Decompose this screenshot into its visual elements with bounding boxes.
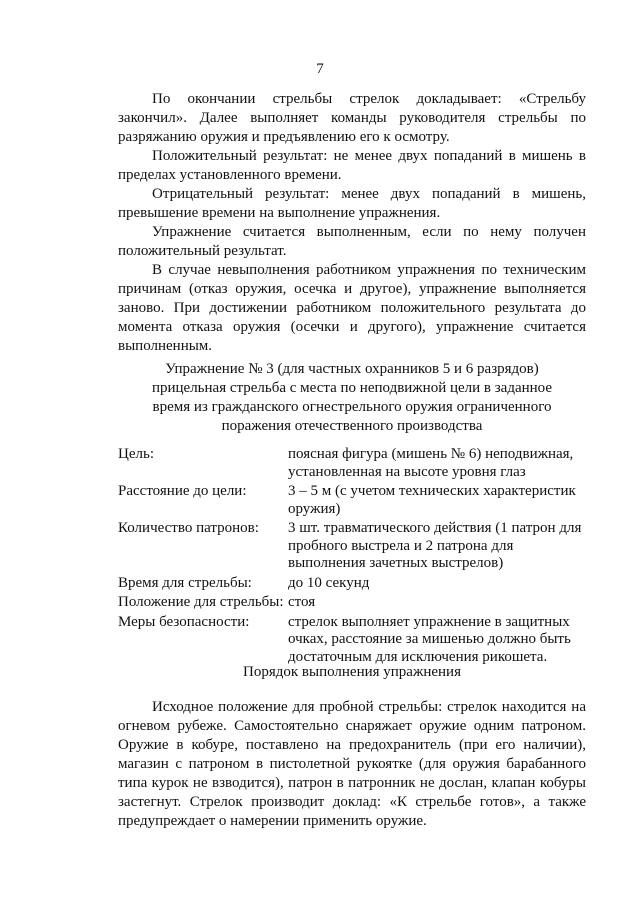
exercise-title-line: Упражнение № 3 (для частных охранников 5 и 6 разрядов) [165,361,539,377]
param-row-safety [118,614,588,667]
exercise-title-line: время из гражданского огнестрельного оружия ограниченного [152,399,552,415]
page-number: 7 [316,61,324,77]
param-row-cartridges [118,520,588,573]
exercise-title-line: поражения отечественного производства [221,418,483,434]
param-value: стоя [288,594,316,610]
paragraph-shooting-end: По окончании стрельбы стрелок докладывает: «Стрельбу закончил». Далее выполняет команды руководителя стрельбы по разряжанию оружия и предъявлению его к осмотру. [118,91,586,145]
param-label: Цель: [118,446,154,462]
bottom-text-block [118,698,586,831]
section-heading: Порядок выполнения упражнения [243,664,461,680]
param-value: поясная фигура (мишень № 6) неподвижная, установленная на высоте уровня глаз [288,446,574,480]
top-text-block [118,90,586,356]
param-label: Расстояние до цели: [118,483,247,499]
param-row-distance [118,483,588,518]
paragraph-positive-result: Положительный результат: не менее двух попаданий в мишень в пределах установленного времени. [118,148,586,183]
exercise-title [118,360,586,436]
param-value: стрелок выполняет упражнение в защитных очках, расстояние за мишенью должно быть достаточным для исключения рикошета. [288,613,571,665]
exercise-title-line: прицельная стрельба с места по неподвижной цели в заданное [151,380,553,396]
param-label: Время для стрельбы: [118,574,252,591]
param-label: Количество патронов: [118,520,259,536]
param-label: Положение для стрельбы: [118,594,284,610]
paragraph-exercise-completed: Упражнение считается выполненным, если по нему получен положительный результат. [118,224,586,259]
param-row-position [118,594,588,612]
param-label: Меры безопасности: [118,613,250,630]
param-row-target [118,446,588,481]
param-value: до 10 секунд [288,574,370,591]
paragraph-initial-position: Исходное положение для пробной стрельбы: стрелок находится на огневом рубеже. Самостоятельно снаряжает оружие одним патроном. Оружие в кобуре, поставлено на предохранитель (при его наличии), магазин с патроном в пистолетной рукоятке (для оружия барабанного типа курок не взводится), патрон в патронник не дослан, клапан кобуры застегнут. Стрелок производит доклад: «К стрельбе готов», а также предупреждает о намерении применить оружие. [118,699,586,829]
param-row-time [118,575,588,593]
param-value: 3 – 5 м (с учетом технических характеристик оружия) [288,483,576,517]
param-value: 3 шт. травматического действия (1 патрон для пробного выстрела и 2 патрона для выполнения зачетных выстрелов) [288,520,582,571]
paragraph-negative-result: Отрицательный результат: менее двух попаданий в мишень, превышение времени на выполнение упражнения. [118,186,586,221]
exercise-parameters [118,446,588,666]
paragraph-technical-failure: В случае невыполнения работником упражнения по техническим причинам (отказ оружия, осечка и другое), упражнение выполняется заново. При достижении работником положительного результата до момента отказа оружия (осечки и другого), упражнение считается выполненным. [118,262,586,354]
